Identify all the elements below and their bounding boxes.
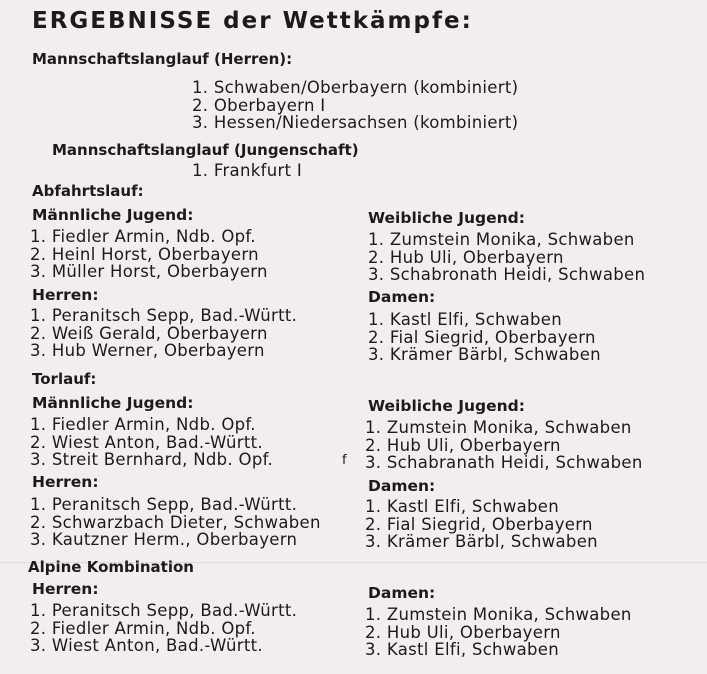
- alpine-herren-heading: Herren:: [32, 580, 99, 598]
- mannschaft-jugend-list: [192, 162, 302, 180]
- list-item: 1. Fiedler Armin, Ndb. Opf.: [30, 415, 256, 434]
- list-item: 3. Müller Horst, Oberbayern: [30, 262, 268, 281]
- stray-print-mark: f: [342, 453, 347, 468]
- abfahrt-maennliche-heading: Männliche Jugend:: [32, 206, 194, 224]
- alpine-heading: Alpine Kombination: [28, 558, 194, 576]
- list-item: 2. Weiß Gerald, Oberbayern: [30, 323, 268, 343]
- list-item: 2. Hub Uli, Oberbayern: [365, 622, 561, 642]
- torlauf-damen-list: [365, 498, 598, 551]
- torlauf-heading: Torlauf:: [32, 370, 97, 388]
- list-item: 3. Kautzner Herm., Oberbayern: [30, 530, 298, 549]
- torlauf-damen-heading: Damen:: [368, 477, 436, 495]
- alpine-damen-heading: Damen:: [368, 584, 436, 602]
- list-item: 1. Peranitsch Sepp, Bad.-Württ.: [30, 306, 298, 325]
- list-item: 1. Peranitsch Sepp, Bad.-Württ.: [30, 601, 298, 620]
- list-item: 1. Zumstein Monika, Schwaben: [365, 418, 632, 437]
- mannschaft-jugend-heading: Mannschaftslanglauf (Jungenschaft): [52, 141, 359, 159]
- list-item: 3. Krämer Bärbl, Schwaben: [368, 345, 601, 364]
- torlauf-herren-heading: Herren:: [32, 473, 99, 491]
- list-item: 3. Hessen/Niedersachsen (kombiniert): [192, 113, 519, 132]
- list-item: 3. Wiest Anton, Bad.-Württ.: [30, 636, 263, 655]
- mannschaft-herren-list: [192, 79, 518, 132]
- list-item: 3. Schabronath Heidi, Schwaben: [368, 265, 646, 284]
- torlauf-herren-list: [30, 496, 321, 549]
- torlauf-maennliche-heading: Männliche Jugend:: [32, 394, 194, 412]
- list-item: 2. Fial Siegrid, Oberbayern: [368, 327, 596, 347]
- abfahrt-weibliche-heading: Weibliche Jugend:: [368, 209, 525, 227]
- list-item: 1. Kastl Elfi, Schwaben: [368, 310, 563, 329]
- list-item: 1. Kastl Elfi, Schwaben: [365, 497, 560, 516]
- list-item: 2. Hub Uli, Oberbayern: [365, 435, 561, 455]
- list-item: 3. Streit Bernhard, Ndb. Opf.: [30, 450, 274, 469]
- abfahrt-herren-heading: Herren:: [32, 286, 99, 304]
- mannschaft-herren-heading: Mannschaftslanglauf (Herren):: [32, 50, 293, 68]
- list-item: 2. Fial Siegrid, Oberbayern: [365, 514, 593, 534]
- abfahrt-damen-list: [368, 311, 601, 364]
- torlauf-maennliche-list: [30, 416, 273, 469]
- list-item: 2. Heinl Horst, Oberbayern: [30, 244, 259, 264]
- list-item: 1. Fiedler Armin, Ndb. Opf.: [30, 227, 256, 246]
- abfahrt-herren-list: [30, 307, 297, 360]
- list-item: 3. Kastl Elfi, Schwaben: [365, 640, 560, 659]
- abfahrt-weibliche-list: [368, 231, 645, 284]
- list-item: 2. Wiest Anton, Bad.-Württ.: [30, 432, 263, 452]
- abfahrt-damen-heading: Damen:: [368, 288, 436, 306]
- list-item: 1. Schwaben/Oberbayern (kombiniert): [192, 78, 519, 97]
- page-title: ERGEBNISSE der Wettkämpfe:: [32, 8, 473, 34]
- alpine-damen-list: [365, 606, 632, 659]
- list-item: 1. Frankfurt I: [192, 161, 303, 180]
- list-item: 2. Fiedler Armin, Ndb. Opf.: [30, 618, 256, 638]
- abfahrt-maennliche-list: [30, 228, 268, 281]
- list-item: 2. Schwarzbach Dieter, Schwaben: [30, 512, 321, 532]
- alpine-herren-list: [30, 602, 297, 655]
- list-item: 3. Hub Werner, Oberbayern: [30, 341, 265, 360]
- list-item: 1. Zumstein Monika, Schwaben: [365, 605, 632, 624]
- list-item: 3. Schabranath Heidi, Schwaben: [365, 453, 643, 472]
- torlauf-weibliche-heading: Weibliche Jugend:: [368, 397, 525, 415]
- list-item: 2. Oberbayern I: [192, 95, 326, 115]
- list-item: 1. Peranitsch Sepp, Bad.-Württ.: [30, 495, 298, 514]
- torlauf-weibliche-list: [365, 419, 643, 472]
- list-item: 3. Krämer Bärbl, Schwaben: [365, 532, 598, 551]
- abfahrtslauf-heading: Abfahrtslauf:: [32, 182, 144, 200]
- list-item: 1. Zumstein Monika, Schwaben: [368, 230, 635, 249]
- list-item: 2. Hub Uli, Oberbayern: [368, 247, 564, 267]
